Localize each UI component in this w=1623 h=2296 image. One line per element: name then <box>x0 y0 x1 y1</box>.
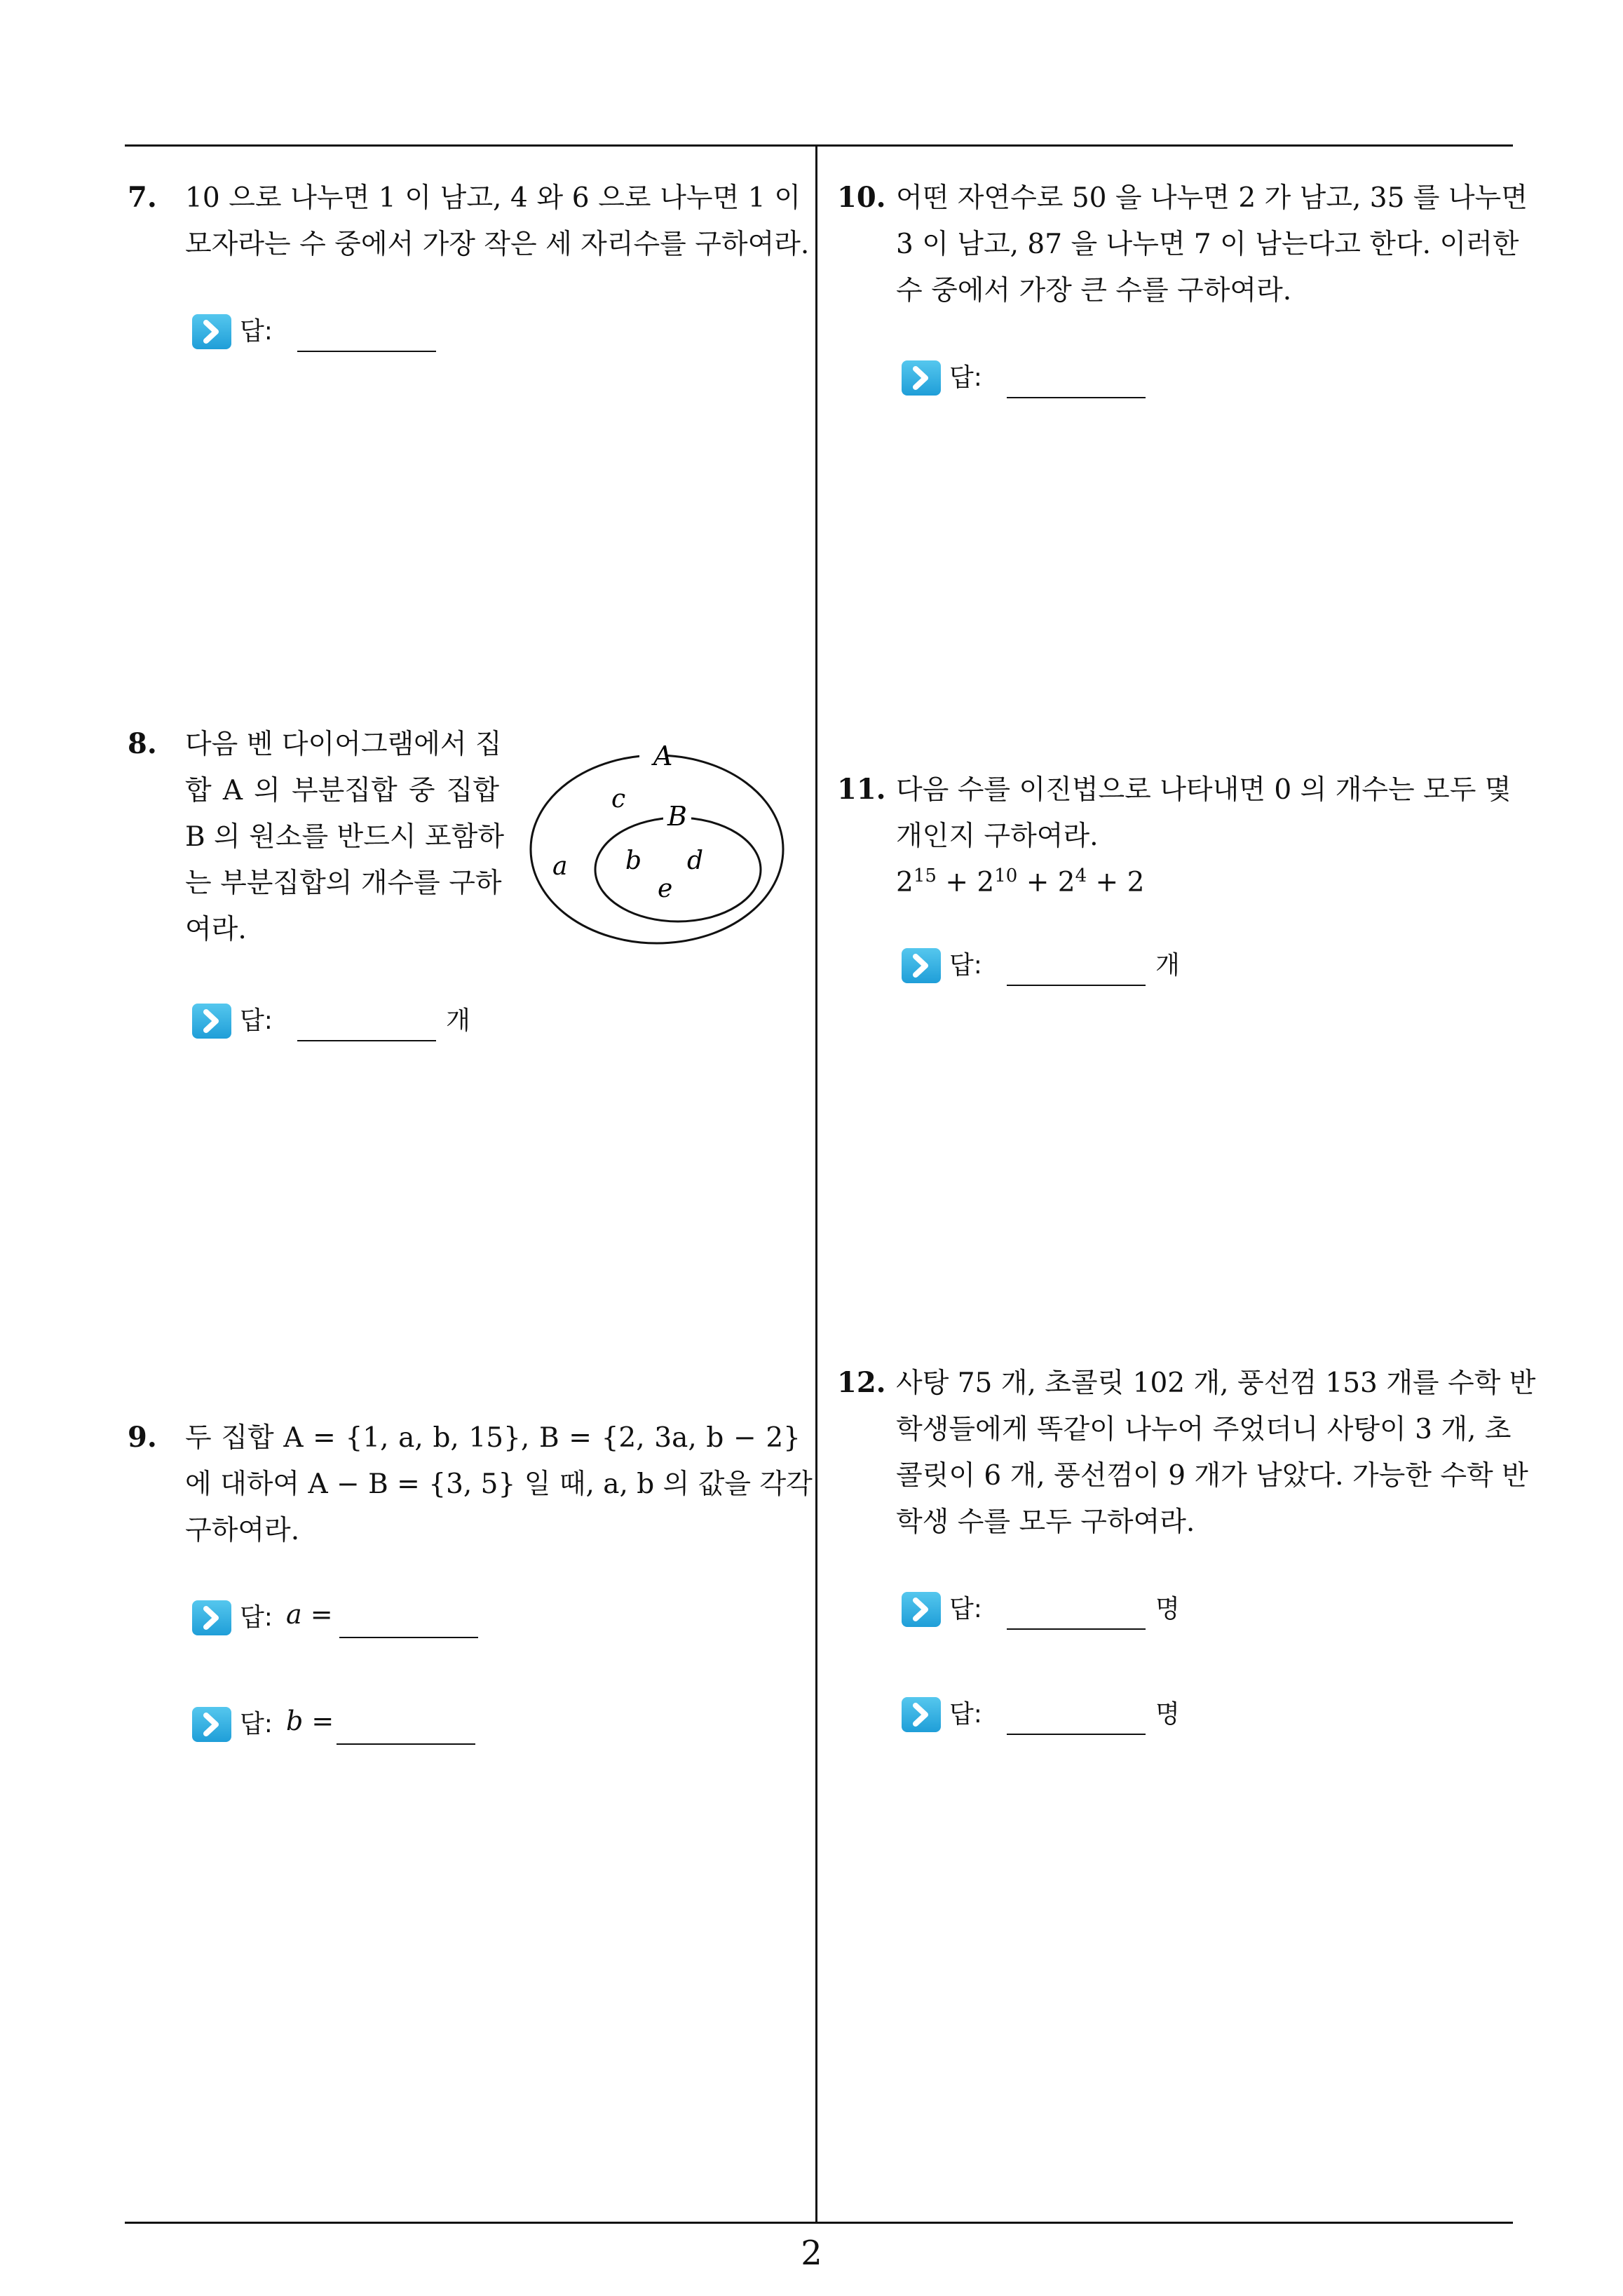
problem-number: 8. <box>128 727 157 760</box>
problem-7 <box>128 181 810 391</box>
top-rule <box>125 144 1513 147</box>
problem-line: 어떤 자연수로 50 을 나누면 2 가 남고, 35 를 나누면 <box>896 182 1528 214</box>
chevron-right-icon <box>902 1592 941 1627</box>
problem-line: 여라. <box>185 914 247 945</box>
problem-number: 9. <box>128 1421 157 1454</box>
answer-label: 답: <box>949 1700 982 1729</box>
venn-element: c <box>611 785 626 813</box>
answer-unit: 개 <box>1155 951 1180 980</box>
problem-text <box>896 1360 1536 1546</box>
problem-line: 학생들에게 똑같이 나누어 주었더니 사탕이 3 개, 초 <box>896 1414 1512 1445</box>
problem-line: 다음 수를 이진법으로 나타내면 0 의 개수는 모두 몇 <box>896 774 1512 806</box>
venn-label-B: B <box>667 801 687 832</box>
problem-line: 다음 벤 다이어그램에서 집 <box>185 729 502 760</box>
problem-number: 12. <box>837 1366 886 1399</box>
problem-line: 3 이 남고, 87 을 나누면 7 이 남는다고 한다. 이러한 <box>896 229 1519 260</box>
answer-row-b <box>192 1704 683 1746</box>
chevron-right-icon <box>192 1600 231 1635</box>
problem-number: 11. <box>837 773 886 806</box>
answer-unit: 명 <box>1155 1595 1180 1623</box>
problem-line: 두 집합 A = {1, a, b, 15}, B = {2, 3a, b − 2} <box>185 1422 801 1454</box>
answer-label: 답: <box>240 317 273 346</box>
answer-row <box>902 945 1322 987</box>
answer-variable: b = <box>286 1706 334 1736</box>
problem-number: 10. <box>837 181 886 214</box>
problem-text <box>185 175 810 268</box>
problem-line: 학생 수를 모두 구하여라. <box>896 1506 1195 1538</box>
problem-line: 10 으로 나누면 1 이 남고, 4 와 6 으로 나누면 1 이 <box>185 182 801 214</box>
problem-line: 모자라는 수 중에서 가장 작은 세 자리수를 구하여라. <box>185 229 810 260</box>
answer-label: 답: <box>240 1603 273 1632</box>
answer-label: 답: <box>949 363 982 392</box>
answer-blank[interactable] <box>1007 397 1146 398</box>
chevron-right-icon <box>902 360 941 396</box>
problem-8 <box>128 727 801 1064</box>
venn-element: a <box>552 852 568 881</box>
problem-line: 는 부분집합의 개수를 구하 <box>185 867 502 899</box>
answer-row-1 <box>902 1589 1322 1631</box>
answer-blank[interactable] <box>297 1040 436 1041</box>
problem-formula: $2^{15} + 2^{10} + 2^4 + 2$ <box>896 865 1145 898</box>
answer-row <box>192 311 613 353</box>
problem-10 <box>837 181 1528 419</box>
problem-line: 개인지 구하여라. <box>896 821 1099 852</box>
chevron-right-icon <box>192 314 231 349</box>
problem-text <box>896 175 1528 314</box>
chevron-right-icon <box>192 1707 231 1742</box>
answer-unit: 개 <box>446 1006 470 1035</box>
problem-text <box>185 1415 813 1554</box>
bottom-rule <box>125 2222 1513 2224</box>
problem-line: 수 중에서 가장 큰 수를 구하여라. <box>896 275 1292 306</box>
answer-label: 답: <box>240 1710 273 1738</box>
answer-blank[interactable] <box>1007 985 1146 986</box>
answer-label: 답: <box>240 1006 273 1035</box>
venn-element: b <box>625 846 642 875</box>
problem-12 <box>837 1366 1536 1759</box>
venn-diagram <box>527 741 787 952</box>
problem-line: 사탕 75 개, 초콜릿 102 개, 풍선껌 153 개를 수학 반 <box>896 1368 1536 1399</box>
answer-label: 답: <box>949 1595 982 1623</box>
chevron-right-icon <box>902 948 941 983</box>
column-divider <box>815 144 817 2222</box>
answer-row <box>902 358 1322 400</box>
problem-line: B 의 원소를 반드시 포함하 <box>185 821 504 853</box>
answer-blank[interactable] <box>1007 1734 1146 1735</box>
problem-text <box>185 722 504 953</box>
problem-text <box>896 767 1510 906</box>
answer-variable: a = <box>286 1599 333 1630</box>
problem-9 <box>128 1421 813 1771</box>
answer-row-a <box>192 1598 683 1640</box>
answer-blank[interactable] <box>337 1743 475 1745</box>
page-number: 2 <box>801 2234 822 2273</box>
problem-number: 7. <box>128 181 157 214</box>
answer-row-2 <box>902 1694 1322 1736</box>
answer-row <box>192 1001 613 1043</box>
answer-blank[interactable] <box>339 1637 478 1638</box>
problem-line: 구하여라. <box>185 1515 300 1546</box>
problem-11 <box>837 773 1513 1025</box>
answer-blank[interactable] <box>297 351 436 352</box>
answer-label: 답: <box>949 951 982 980</box>
venn-label-A: A <box>653 741 673 771</box>
chevron-right-icon <box>902 1697 941 1732</box>
answer-unit: 명 <box>1155 1700 1180 1729</box>
problem-line: 에 대하여 A − B = {3, 5} 일 때, a, b 의 값을 각각 <box>185 1468 813 1500</box>
answer-blank[interactable] <box>1007 1628 1146 1630</box>
venn-element: e <box>658 874 673 903</box>
problem-line: 합 A 의 부분집합 중 집합 <box>185 775 499 806</box>
venn-element: d <box>687 846 704 875</box>
problem-line: 콜릿이 6 개, 풍선껌이 9 개가 남았다. 가능한 수학 반 <box>896 1460 1528 1492</box>
chevron-right-icon <box>192 1004 231 1039</box>
